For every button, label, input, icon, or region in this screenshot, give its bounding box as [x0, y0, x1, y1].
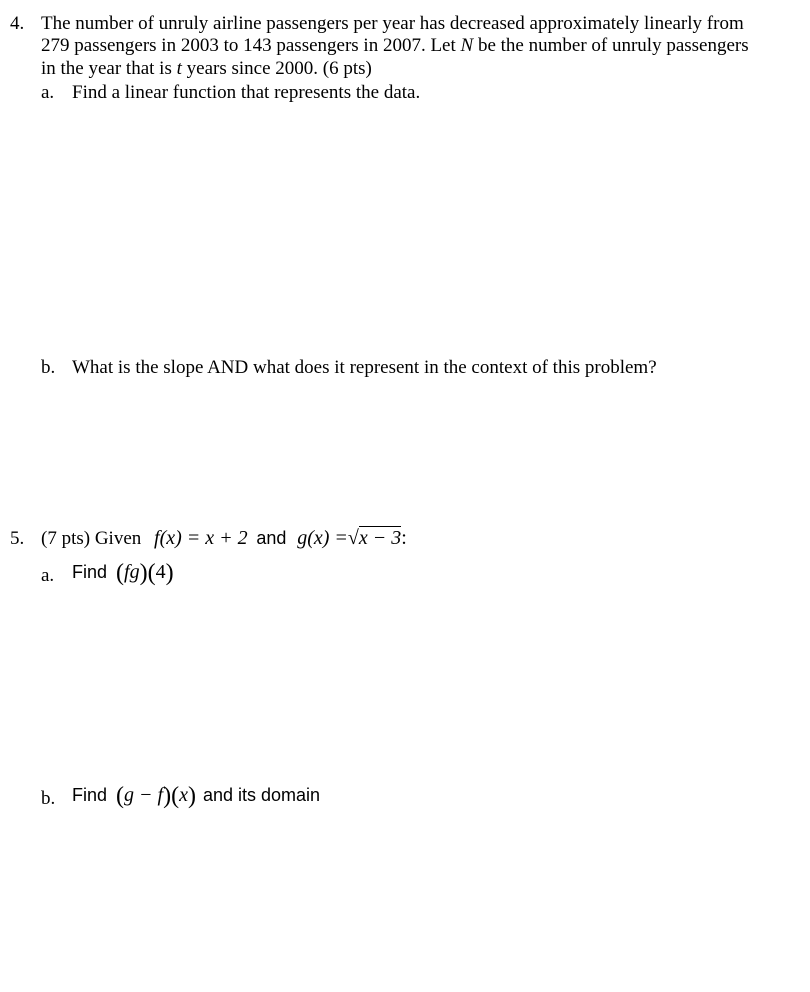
- q4-line2: [41, 35, 749, 57]
- q5-colon: :: [401, 527, 407, 549]
- q4a-label: a.: [41, 82, 55, 103]
- q5b-label: b.: [41, 788, 56, 809]
- q5-f-def: f(x) = x + 2: [154, 527, 248, 549]
- q5b-tail: and its domain: [203, 785, 321, 805]
- q4a-text: Find a linear function that represents the data.: [72, 82, 421, 103]
- q5a-arg: 4: [155, 561, 166, 583]
- q5-and: and: [256, 528, 287, 548]
- q5b-expr: (g − f)(x): [116, 783, 196, 809]
- q4-line3-a: in the year that is: [41, 58, 172, 79]
- q5-g-sqrt: [348, 526, 401, 550]
- q5-number: 5.: [10, 528, 25, 549]
- q4-line2-tail: be the number of unruly passengers: [477, 35, 749, 56]
- q5a-find: Find: [72, 562, 108, 582]
- q4-number: 4.: [10, 13, 25, 34]
- q4-var-t: t: [176, 58, 182, 79]
- q4-var-n: N: [460, 35, 474, 56]
- q5-g-lhs: g(x) =: [297, 527, 348, 549]
- q5a-line: [72, 561, 174, 584]
- q5b-g-minus-f: g − f: [124, 784, 164, 806]
- q5-g-radicand: x − 3: [358, 527, 402, 549]
- q4-line3-b: years since 2000. (6 pts): [186, 58, 372, 79]
- q4-line3: [41, 58, 372, 80]
- q4-line1: The number of unruly airline passengers per year has decreased approximately linearly from: [41, 13, 744, 34]
- q5-given: [41, 526, 407, 550]
- q4b-label: b.: [41, 357, 56, 378]
- sqrt-icon: √: [347, 527, 359, 549]
- q5-intro: (7 pts) Given: [41, 528, 142, 549]
- q5a-expr: (fg)(4): [116, 560, 174, 586]
- q5a-fg: fg: [124, 561, 140, 583]
- q5b-find: Find: [72, 785, 108, 805]
- q5a-label: a.: [41, 565, 55, 586]
- q5b-line: [72, 784, 320, 807]
- q5b-arg: x: [179, 784, 188, 806]
- q4-line2-text: 279 passengers in 2003 to 143 passengers in 2007. Let: [41, 35, 456, 56]
- q4b-text: What is the slope AND what does it represent in the context of this problem?: [72, 357, 657, 378]
